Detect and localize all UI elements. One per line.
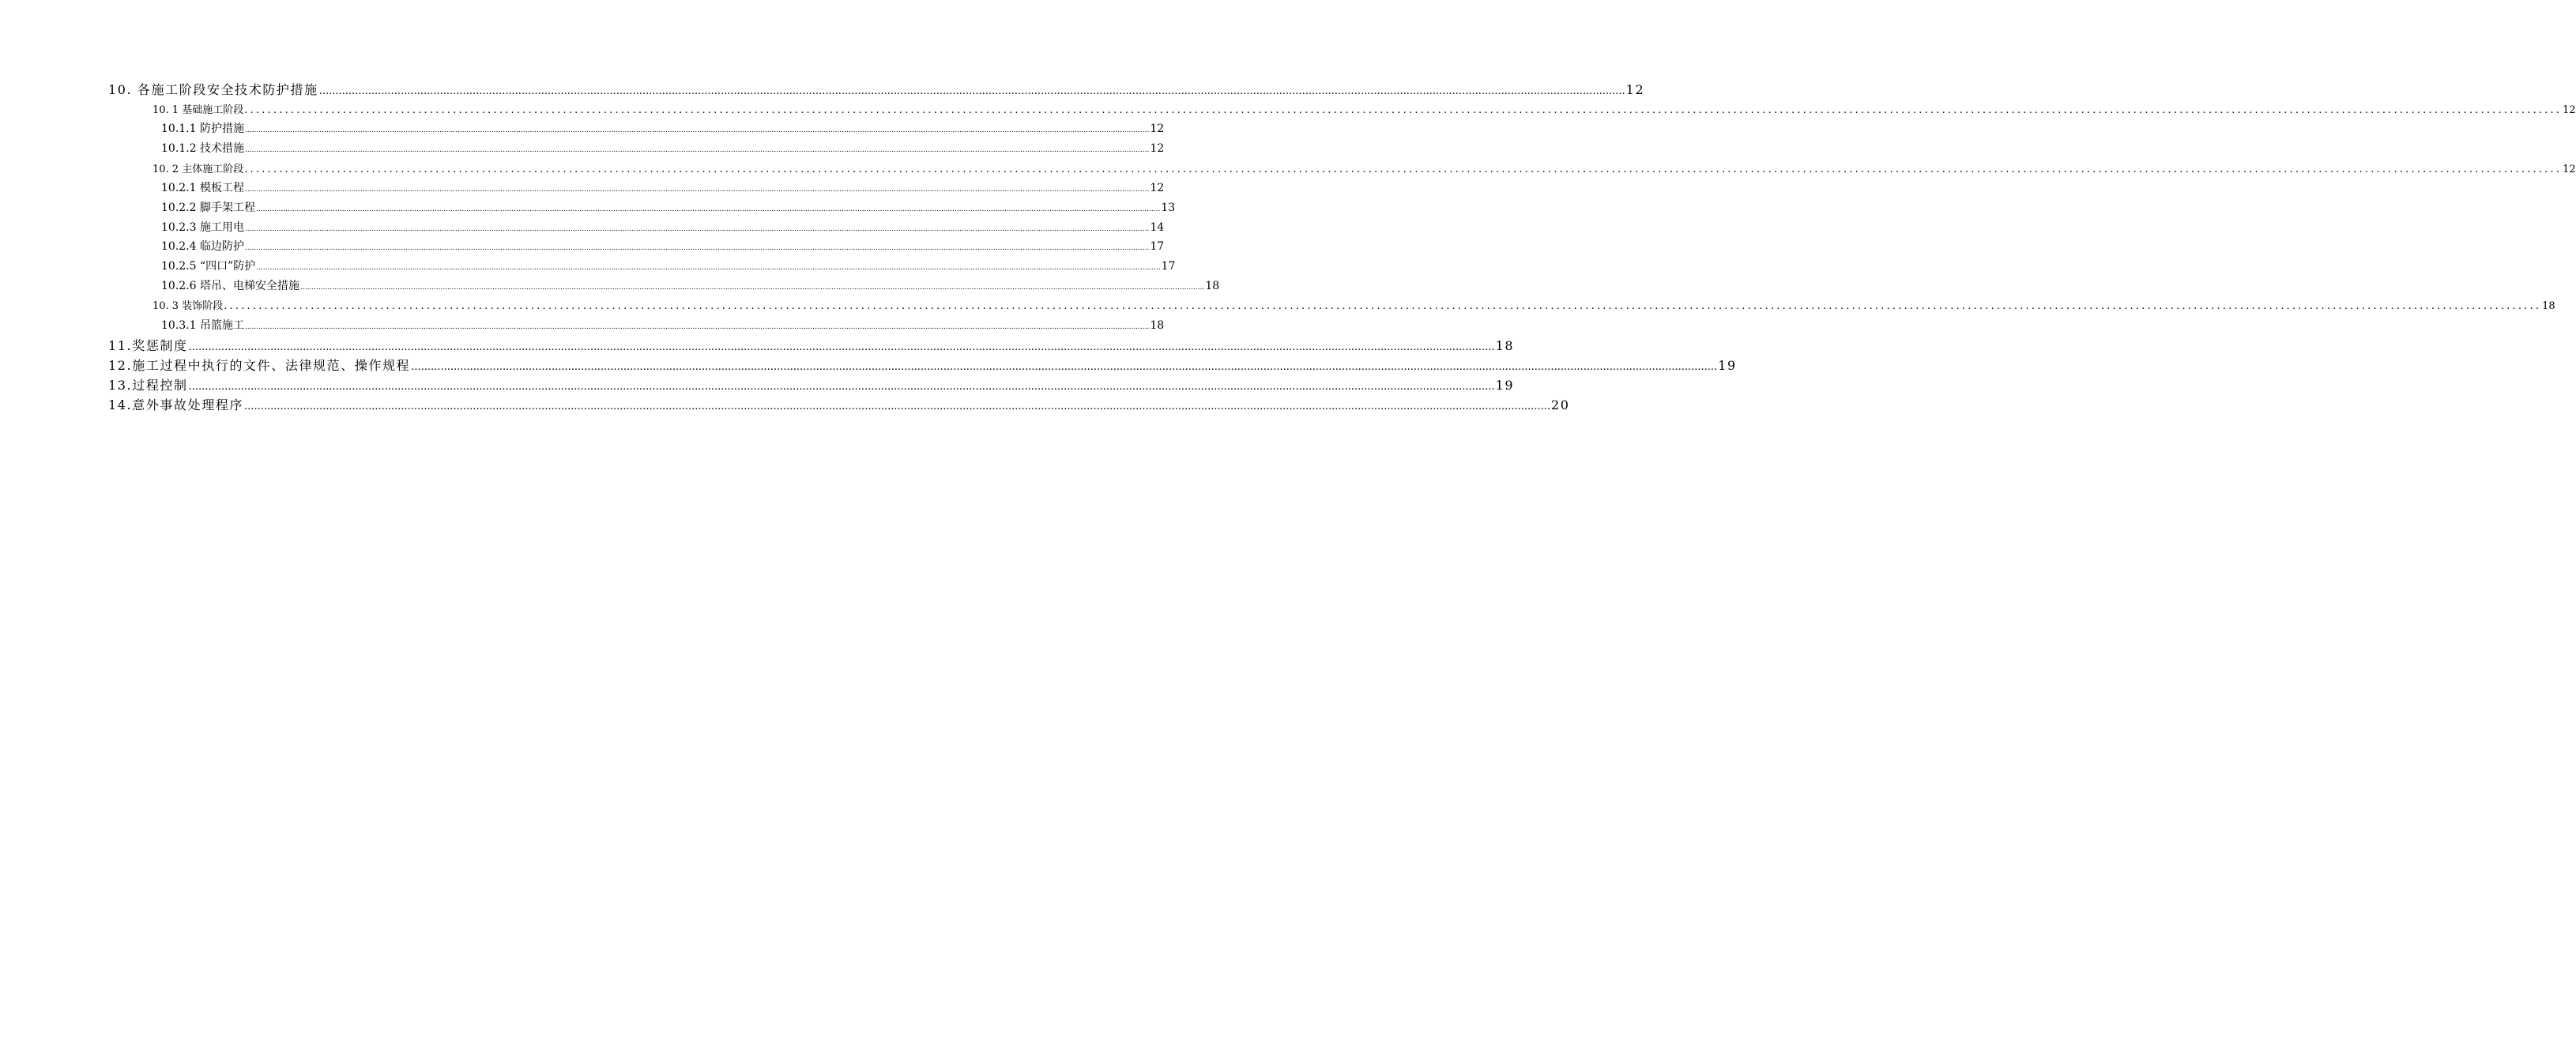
toc-entry-page: 12 [1150, 142, 1165, 155]
toc-entry-page: 19 [1718, 358, 1737, 373]
toc-entry-page: 13 [1161, 201, 1176, 214]
dot-leader: ................................................................................................................................................................................................................................................................................................................................................................................................................ [188, 341, 1495, 353]
toc-entry[interactable] [161, 258, 1176, 273]
toc-entry-page: 18 [1150, 319, 1165, 332]
toc-entry[interactable] [161, 317, 1165, 333]
toc-entry[interactable] [153, 297, 2555, 312]
toc-entry[interactable] [108, 356, 1737, 374]
toc-entry-title: 10.1.1 防护措施 [161, 122, 244, 135]
toc-entry[interactable] [108, 375, 1515, 394]
toc-entry-page: 12 [2563, 164, 2576, 175]
toc-entry-title: 10. 3 装饰阶段 [153, 300, 224, 312]
dot-leader: ................................................................................................................................................................................................................................................................................................................................................................................................................ [244, 186, 1150, 194]
toc-entry-title: 10.2.4 临边防护 [161, 240, 244, 253]
toc-entry[interactable] [161, 277, 1220, 293]
toc-entry-page: 17 [1161, 260, 1176, 273]
toc-entry-title: 10. 各施工阶段安全技术防护措施 [108, 82, 318, 97]
toc-entry-page: 18 [2542, 300, 2555, 312]
toc-entry-title: 10.2.1 模板工程 [161, 182, 244, 194]
toc-entry-title: 10.2.6 塔吊、电梯安全措施 [161, 280, 299, 292]
toc-entry[interactable] [108, 395, 1570, 413]
dot-leader: ................................................................................................................................................................................................................................................................................................................................................................................................................ [244, 104, 2563, 116]
toc-entry-page: 12 [1150, 122, 1165, 135]
toc-entry-title: 13.过程控制 [108, 378, 188, 393]
dot-leader: ................................................................................................................................................................................................................................................................................................................................................................................................................ [318, 85, 1625, 97]
toc-entry-page: 19 [1495, 378, 1515, 393]
toc-entry-title: 10.2.3 施工用电 [161, 221, 244, 234]
dot-leader: ................................................................................................................................................................................................................................................................................................................................................................................................................ [244, 126, 1150, 134]
toc-entry-page: 18 [1205, 280, 1220, 292]
toc-entry[interactable] [108, 336, 1515, 354]
toc-entry[interactable] [161, 238, 1165, 254]
toc-entry-title: 12.施工过程中执行的文件、法律规范、操作规程 [108, 358, 411, 373]
toc-entry[interactable] [161, 120, 1165, 136]
toc-entry-page: 12 [1150, 182, 1165, 194]
toc-entry-page: 17 [1150, 240, 1165, 253]
toc-entry-title: 14.意外事故处理程序 [108, 397, 244, 412]
dot-leader: ................................................................................................................................................................................................................................................................................................................................................................................................................ [244, 225, 1150, 233]
dot-leader: ................................................................................................................................................................................................................................................................................................................................................................................................................ [244, 401, 1550, 412]
toc-entry[interactable] [108, 80, 1645, 98]
toc-entry-title: 11.奖惩制度 [108, 338, 188, 353]
toc-entry-page: 20 [1550, 397, 1570, 412]
toc-entry-title: 10.3.1 吊篮施工 [161, 319, 244, 332]
dot-leader: ................................................................................................................................................................................................................................................................................................................................................................................................................ [224, 300, 2542, 312]
dot-leader: ................................................................................................................................................................................................................................................................................................................................................................................................................ [244, 323, 1150, 331]
toc-entry-title: 10.2.2 脚手架工程 [161, 201, 255, 214]
dot-leader: ................................................................................................................................................................................................................................................................................................................................................................................................................ [411, 361, 1718, 373]
toc-entry-page: 18 [1495, 338, 1515, 353]
dot-leader: ................................................................................................................................................................................................................................................................................................................................................................................................................ [244, 146, 1150, 154]
toc-entry-page: 14 [1150, 221, 1165, 234]
toc-entry[interactable] [161, 219, 1165, 235]
toc-entry-page: 12 [2563, 104, 2576, 116]
toc-entry-title: 10. 2 主体施工阶段 [153, 164, 244, 175]
toc-entry[interactable] [153, 160, 2576, 175]
dot-leader: ................................................................................................................................................................................................................................................................................................................................................................................................................ [244, 164, 2563, 175]
toc-entry[interactable] [161, 179, 1165, 195]
dot-leader: ................................................................................................................................................................................................................................................................................................................................................................................................................ [255, 205, 1161, 213]
dot-leader: ................................................................................................................................................................................................................................................................................................................................................................................................................ [256, 264, 1161, 272]
toc-entry-title: 10.1.2 技术措施 [161, 142, 244, 155]
toc-entry[interactable] [161, 140, 1165, 156]
toc-entry-title: 10. 1 基础施工阶段 [153, 104, 244, 116]
toc-entry-title: 10.2.5 “四口”防护 [161, 260, 256, 273]
dot-leader: ................................................................................................................................................................................................................................................................................................................................................................................................................ [299, 284, 1205, 292]
toc-entry[interactable] [153, 101, 2576, 116]
dot-leader: ................................................................................................................................................................................................................................................................................................................................................................................................................ [244, 244, 1150, 252]
dot-leader: ................................................................................................................................................................................................................................................................................................................................................................................................................ [188, 381, 1495, 393]
toc-entry[interactable] [161, 199, 1176, 215]
toc-entry-page: 12 [1625, 82, 1645, 97]
